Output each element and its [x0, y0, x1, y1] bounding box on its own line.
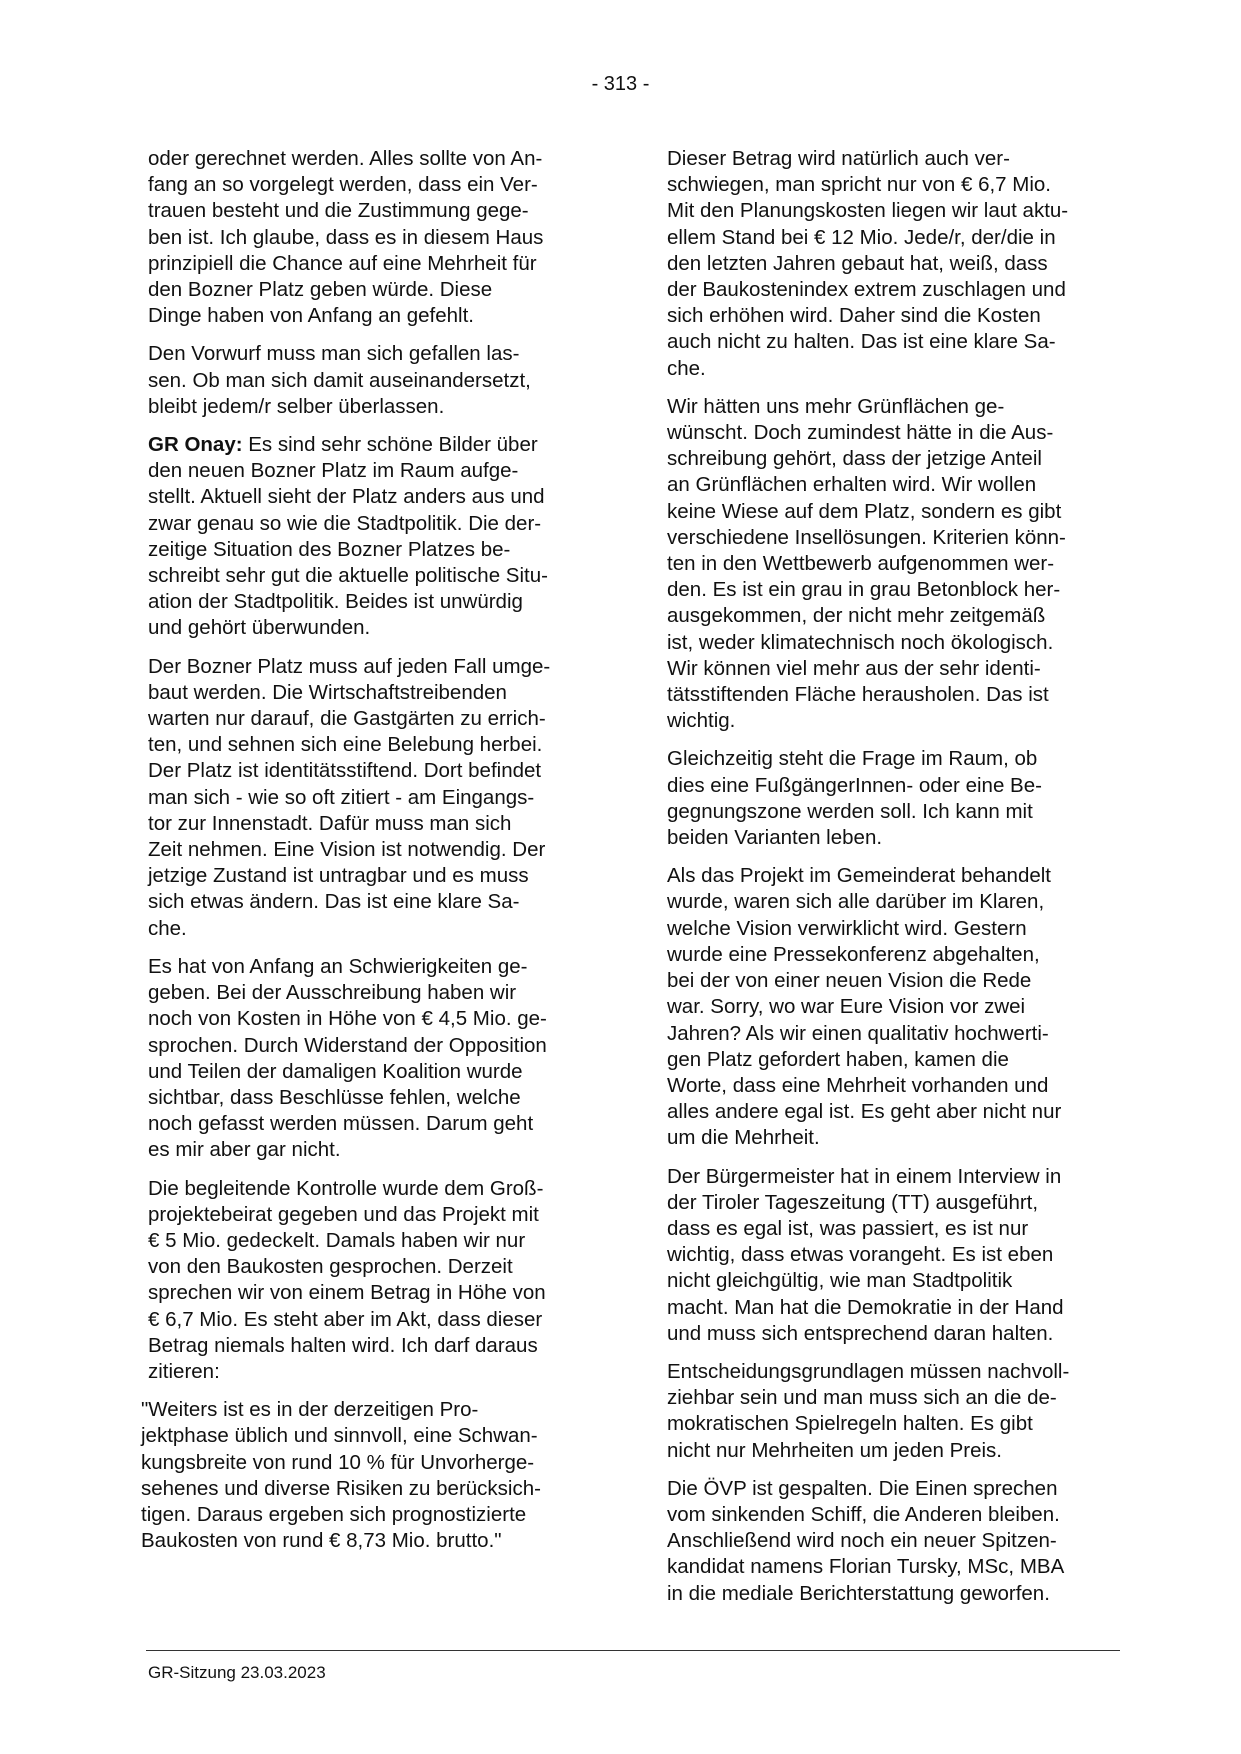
footer-text: GR-Sitzung 23.03.2023: [148, 1663, 326, 1682]
speaker-name: GR Onay:: [148, 433, 243, 457]
left-column: [141, 146, 604, 1566]
paragraph: Als das Projekt im Gemeinderat behandelt wurde, waren sich alle darüber im Klaren, welche Vision verwirklicht wird. Gestern wurde eine Pressekonferenz abgehalten, bei der von einer neuen Vision die Rede war. Sorry, wo war Eure Vision vor zwei Jahren? Als wir einen qualitativ hochwerti- gen Platz gefordert haben, kamen die Worte, dass eine Mehrheit vorhanden und alles andere egal ist. Es geht aber nicht nur um die Mehrheit.: [667, 864, 1062, 1150]
paragraph: Die ÖVP ist gespalten. Die Einen sprechen vom sinkenden Schiff, die Anderen bleiben. Anschließend wird noch ein neuer Spitzen- kandidat namens Florian Tursky, MSc, MBA in die mediale Berichterstattung geworfen.: [667, 1476, 1065, 1605]
paragraph: Die begleitende Kontrolle wurde dem Groß- projektebeirat gegeben und das Projekt mit € 5 Mio. gedeckelt. Damals haben wir nur von den Baukosten gesprochen. Derzeit sprechen wir von einem Betrag in Höhe von € 6,7 Mio. Es steht aber im Akt, dass dieser Betrag niemals halten wird. Ich darf daraus zitieren:: [148, 1176, 546, 1383]
page-number: - 313 -: [591, 73, 650, 95]
paragraph: Wir hätten uns mehr Grünflächen ge- wünscht. Doch zumindest hätte in die Aus- schreibung gehört, dass der jetzige Anteil an Grünflächen erhalten wird. Wir wollen keine Wiese auf dem Platz, sondern es gibt verschiedene Insellösungen. Kriterien könn- ten in den Wettbewerb aufgenommen wer- den. Es ist ein grau in grau Betonblock her- ausgekommen, der nicht mehr zeitgemäß ist, weder klimatechnisch noch ökologisch. Wir können viel mehr aus der sehr identi- tätsstiftenden Fläche herausholen. Das ist wichtig.: [667, 394, 1066, 733]
paragraph: Der Bozner Platz muss auf jeden Fall umge- baut werden. Die Wirtschaftstreibenden warten nur darauf, die Gastgärten zu errich- ten, und sehnen sich eine Belebung herbei. Der Platz ist identitätsstiftend. Dort befindet man sich - wie so oft zitiert - am Eingangs- tor zur Innenstadt. Dafür muss man sich Zeit nehmen. Eine Vision ist notwendig. Der jetzige Zustand ist untragbar und es muss sich etwas ändern. Das ist eine klare Sa- che.: [148, 654, 551, 940]
quote-paragraph: "Weiters ist es in der derzeitigen Pro- jektphase üblich und sinnvoll, eine Schwan- kungsbreite von rund 10 % für Unvorherge- sehenes und diverse Risiken zu berücksich- tigen. Daraus ergeben sich prognostizierte Baukosten von rund € 8,73 Mio. brutto.": [141, 1398, 541, 1553]
paragraph: oder gerechnet werden. Alles sollte von An- fang an so vorgelegt werden, dass ein Ver- trauen besteht und die Zustimmung gege- ben ist. Ich glaube, dass es in diesem Haus prinzipiell die Chance auf eine Mehrheit für den Bozner Platz geben würde. Diese Dinge haben von Anfang an gefehlt.: [148, 147, 544, 328]
paragraph: Der Bürgermeister hat in einem Interview in der Tiroler Tageszeitung (TT) ausgeführt, dass es egal ist, was passiert, es ist nur wichtig, dass etwas vorangeht. Es ist eben nicht gleichgültig, wie man Stadtpolitik macht. Man hat die Demokratie in der Hand und muss sich entsprechend daran halten.: [667, 1164, 1064, 1345]
paragraph: Dieser Betrag wird natürlich auch ver- schwiegen, man spricht nur von € 6,7 Mio. Mit den Planungskosten liegen wir laut aktu- ellem Stand bei € 12 Mio. Jede/r, der/die in den letzten Jahren gebaut hat, weiß, dass der Baukostenindex extrem zuschlagen und sich erhöhen wird. Daher sind die Kosten auch nicht zu halten. Das ist eine klare Sa- che.: [667, 147, 1069, 380]
paragraph: Gleichzeitig steht die Frage im Raum, ob dies eine FußgängerInnen- oder eine Be- gegnungszone werden soll. Ich kann mit beiden Varianten leben.: [667, 747, 1042, 850]
right-column: [667, 146, 1123, 1619]
paragraph: Entscheidungsgrundlagen müssen nachvoll- ziehbar sein und man muss sich an die de- mokratischen Spielregeln halten. Es gibt nicht nur Mehrheiten um jeden Preis.: [667, 1359, 1070, 1462]
footer-divider: [146, 1650, 1120, 1651]
speaker-text: Es sind sehr schöne Bilder über den neuen Bozner Platz im Raum aufge- stellt. Aktuell sieht der Platz anders aus und zwar genau so wie die Stadtpolitik. Die der- zeitige Situation des Bozner Platzes be- schreibt sehr gut die aktuelle politische Situ- ation der Stadtpolitik. Beides ist unwürdig und gehört überwunden.: [148, 433, 548, 640]
paragraph: Es hat von Anfang an Schwierigkeiten ge- geben. Bei der Ausschreibung haben wir noch von Kosten in Höhe von € 4,5 Mio. ge- sprochen. Durch Widerstand der Opposition und Teilen der damaligen Koalition wurde sichtbar, dass Beschlüsse fehlen, welche noch gefasst werden müssen. Darum geht es mir aber gar nicht.: [148, 954, 547, 1162]
paragraph: Den Vorwurf muss man sich gefallen las- sen. Ob man sich damit auseinandersetzt, bleibt jedem/r selber überlassen.: [148, 342, 531, 418]
speaker-paragraph: [148, 432, 604, 642]
